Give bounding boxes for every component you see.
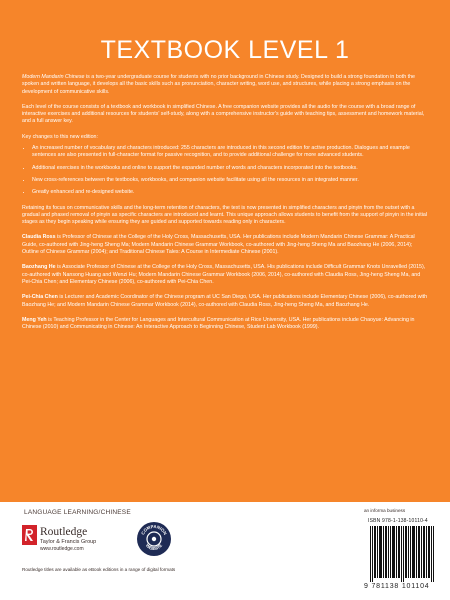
barcode-number: 9 781138 101104 — [364, 583, 430, 590]
publisher-url: www.routledge.com — [40, 546, 84, 552]
companion-paragraph: Each level of the course consists of a textbook and workbook in simplified Chinese. A free companion website provides all the audio for the course with a broad range of interactive exercises and additional resources for students' self-study, along with a comprehensive instructor's guide with teaching tips, assessment and homework material, and a full answer key. — [22, 103, 425, 125]
list-item: • Greatly enhanced and re-designed website. — [32, 189, 428, 196]
page-title: TEXTBOOK LEVEL 1 — [100, 36, 350, 64]
badge-top-text: COMPANION — [140, 523, 168, 536]
publisher-logo — [22, 525, 132, 555]
bio-meng-yeh — [22, 317, 428, 332]
list-item: • An increased number of vocabulary and characters introduced: 255 characters are introduced in this second edition for active production. Dialogues and example sentences are also presented in full-character format for passive recognition, and to provide additional challenge for more advanced students. — [32, 145, 428, 160]
intro-paragraph — [22, 74, 428, 96]
book-title: Modern Mandarin Chinese — [22, 74, 85, 80]
author-bio: is Lecturer and Academic Coordinator of the Chinese program at UC San Diego, USA. Her publications include Elementary Chinese (2006), co-authored with Baozhang He; and Modern Mandarin Chinese Grammar Workbook (2014), co-authored with Claudia Ross, Jing-heng Sheng Ma, and Baozhang He. — [22, 294, 428, 308]
author-bio: is Professor of Chinese at the College of the Holy Cross, Massachusetts, USA. Her publications include Modern Mandarin Chinese Grammar: A Practical Guide, co-authored with Jing-heng Sheng Ma; Modern Mandarin Chinese Grammar Workbook, co-authored with Jing-heng Sheng Ma and Baozhang He (2006, 2014); Outline of Chinese Grammar (2004); and Traditional Chinese Tales: A Course in Intermediate Chinese (2001). — [22, 234, 415, 256]
list-item: • Additional exercises in the workbooks and online to support the expanded number of words and characters incorporated into the textbooks. — [32, 165, 428, 172]
author-name: Meng Yeh — [22, 316, 47, 323]
author-name: Claudia Ross — [22, 234, 56, 241]
badge-bottom-text: WEBSITE — [144, 542, 164, 552]
ebook-note: Routledge titles are available as eBook editions in a range of digital formats — [22, 567, 176, 572]
bio-claudia-ross — [22, 234, 428, 256]
cover-description — [22, 74, 428, 339]
barcode-icon — [370, 526, 434, 582]
companion-website-badge-icon — [136, 521, 172, 557]
isbn-text: ISBN 978-1-138-10110-4 — [368, 518, 428, 524]
bio-baozhang-he — [22, 264, 428, 286]
author-name: Baozhang He — [22, 264, 56, 271]
author-name: Pei-Chia Chen — [22, 294, 58, 301]
author-bio: is Teaching Professor in the Center for Languages and Intercultural Communication at Rice University, USA. Her publications include Chaoyue: Advancing in Chinese (2010) and Communicating in Chinese: An Interactive Approach to Beginning Chinese, Student Lab Workbook (1999). — [22, 316, 415, 331]
key-changes-heading: Key changes to this new edition: — [22, 133, 98, 140]
author-bio: is Associate Professor of Chinese at the College of the Holy Cross, Massachusetts, USA. His publications include Difficult Grammar Knots Unravelled (2015), co-authored with Nansong Huang and Wenzi Hu; Modern Mandarin Chinese Grammar Workbook (2006, 2014), co-authored with Claudia Ross, Jing-heng Sheng Ma, and Pei-Chia Chen; and Elementary Chinese (2006), co-authored with Pei-Chia Chen. — [22, 264, 426, 285]
bio-pei-chia-chen — [22, 294, 428, 309]
publisher-name: Routledge — [40, 526, 88, 538]
intro-text: is a two-year undergraduate course for students with no prior background in Chinese study. Designed to build a strong foundation in both the spoken and written language, it develops all the basic skills such as pronunciation, character writing, word use, and structures, while placing a strong emphasis on the development of communicative skills. — [22, 74, 415, 95]
publisher-sub: Taylor & Francis Group — [40, 539, 97, 545]
routledge-mark-icon — [22, 525, 37, 545]
key-changes-list — [22, 145, 428, 196]
list-item: • New cross-references between the textbooks, workbooks, and companion website facilitate using all the resources in an integrated manner. — [32, 177, 428, 184]
category-label: LANGUAGE LEARNING/CHINESE — [24, 509, 131, 516]
retaining-paragraph: Retaining its focus on communicative skills and the long-term retention of characters, the text is now presented in simplified characters and pinyin from the outset with a gradual and phased removal of pinyin as specific characters are introduced and learnt. This unique approach allows students to benefit from the support of pinyin in the initial stages as they begin speaking while ensuring they are guided and supported towards reading only in characters. — [22, 204, 428, 226]
informa-label: an informa business — [364, 508, 406, 513]
